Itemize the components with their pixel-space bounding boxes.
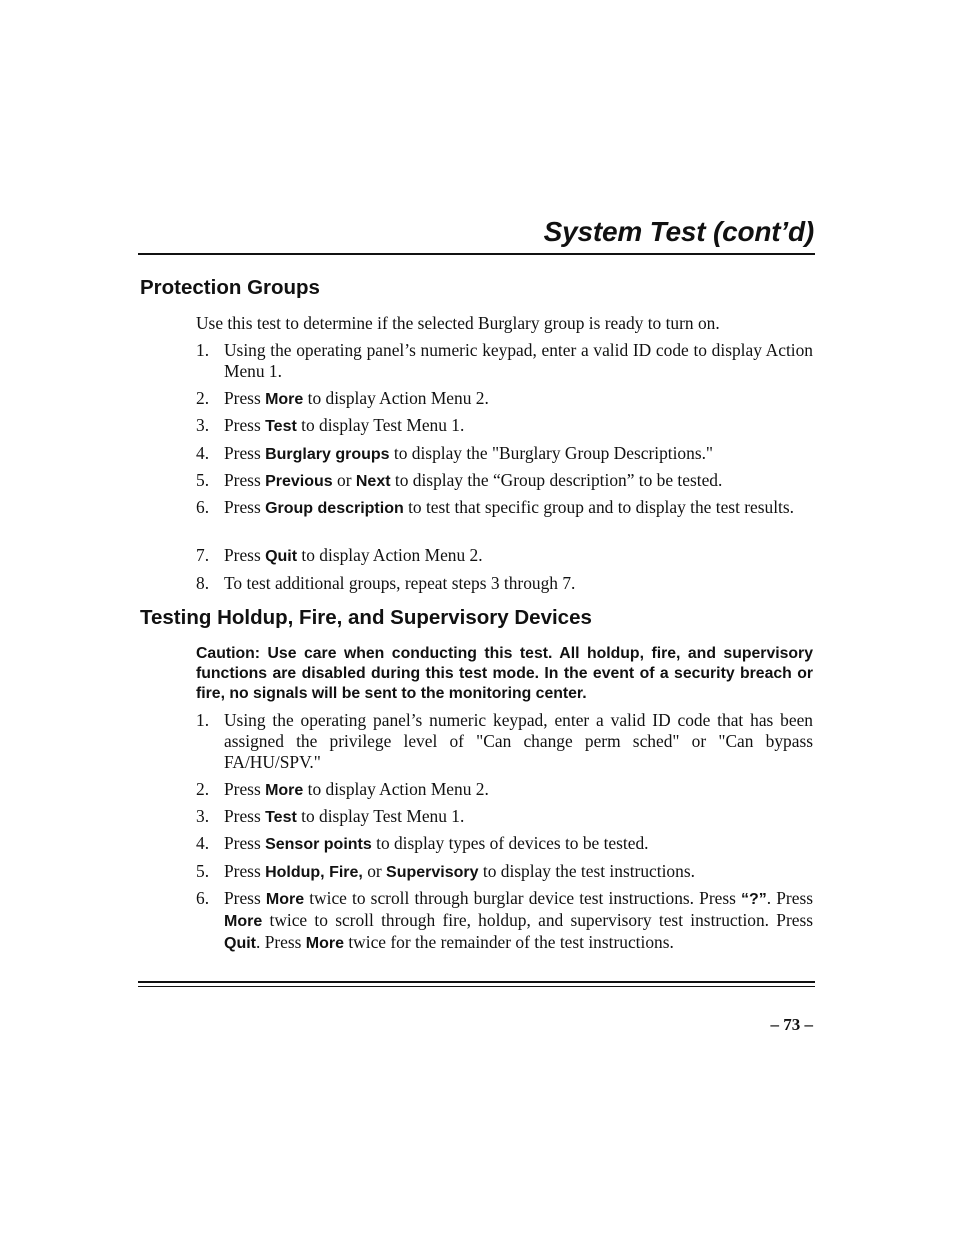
step-number: 6. bbox=[196, 888, 210, 908]
step-text-run: . Press bbox=[256, 932, 306, 952]
step-text-run: . Press bbox=[766, 888, 813, 908]
bottom-rule-thin bbox=[138, 986, 815, 987]
step-text bbox=[224, 340, 813, 382]
step-text-run: To test additional groups, repeat steps 3 through 7. bbox=[224, 573, 576, 593]
step-text-run: Press bbox=[224, 443, 266, 463]
key-label: Holdup, Fire, bbox=[265, 864, 363, 881]
key-label: More bbox=[265, 891, 305, 908]
step-text bbox=[224, 861, 813, 883]
step-text-run: to display the test instructions. bbox=[478, 861, 695, 881]
step-item bbox=[196, 833, 813, 855]
key-label: Quit bbox=[224, 935, 256, 952]
key-label: More bbox=[265, 782, 304, 799]
step-text-run: Press bbox=[224, 470, 266, 490]
step-number: 8. bbox=[196, 573, 210, 593]
key-label: Next bbox=[355, 473, 391, 490]
step-text-run: Press bbox=[224, 833, 266, 853]
step-item bbox=[196, 806, 813, 828]
step-item bbox=[196, 340, 813, 382]
bottom-rule bbox=[138, 981, 815, 983]
step-text-run: to display Test Menu 1. bbox=[296, 806, 465, 826]
step-number: 4. bbox=[196, 443, 210, 463]
step-item bbox=[196, 861, 813, 883]
step-text-run: Press bbox=[224, 806, 266, 826]
step-text-run: to display types of devices to be tested. bbox=[371, 833, 649, 853]
step-text bbox=[224, 888, 813, 954]
step-text-run: Press bbox=[224, 779, 266, 799]
step-text bbox=[224, 497, 813, 519]
step-text bbox=[224, 415, 813, 437]
step-item bbox=[196, 573, 813, 594]
step-number: 3. bbox=[196, 806, 210, 826]
key-label: Test bbox=[265, 809, 297, 826]
step-number: 3. bbox=[196, 415, 210, 435]
protection-groups-intro: Use this test to determine if the selected Burglary group is ready to turn on. bbox=[196, 313, 720, 333]
key-label: Burglary groups bbox=[265, 446, 390, 463]
step-item bbox=[196, 710, 813, 773]
step-text-run: or bbox=[362, 861, 387, 881]
key-label: Group description bbox=[265, 500, 404, 517]
step-text-run: Press bbox=[224, 861, 266, 881]
step-text bbox=[224, 806, 813, 828]
step-number: 2. bbox=[196, 388, 210, 408]
section-heading-protection-groups: Protection Groups bbox=[140, 276, 320, 299]
step-item bbox=[196, 497, 813, 519]
step-number: 4. bbox=[196, 833, 210, 853]
step-text bbox=[224, 388, 813, 410]
step-text-run: to display the “Group description” to be tested. bbox=[390, 470, 723, 490]
step-item bbox=[196, 888, 813, 954]
caution-note: Caution: Use care when conducting this test. All holdup, fire, and supervisory functions are disabled during this test mode. In the event of a security breach or fire, no signals will be sent to the monitoring center. bbox=[196, 645, 813, 702]
step-text-run: or bbox=[332, 470, 356, 490]
step-number: 2. bbox=[196, 779, 210, 799]
step-text-run: to display Test Menu 1. bbox=[296, 415, 465, 435]
key-label: More bbox=[265, 391, 304, 408]
key-label: Supervisory bbox=[386, 864, 479, 881]
step-text-run: to display Action Menu 2. bbox=[303, 779, 489, 799]
page-title: System Test (cont’d) bbox=[543, 216, 814, 247]
step-text-run: Press bbox=[224, 888, 266, 908]
step-text-run: twice to scroll through burglar device test instructions. Press bbox=[304, 888, 741, 908]
step-item bbox=[196, 545, 813, 567]
step-text-run: Press bbox=[224, 415, 266, 435]
title-rule bbox=[138, 253, 815, 255]
step-text-run: Using the operating panel’s numeric keypad, enter a valid ID code to display Action Menu 1. bbox=[224, 340, 813, 381]
key-label: “?” bbox=[741, 891, 767, 908]
step-text bbox=[224, 710, 813, 773]
step-text-run: twice for the remainder of the test instructions. bbox=[344, 932, 674, 952]
key-label: More bbox=[305, 935, 344, 952]
step-item bbox=[196, 779, 813, 801]
step-number: 7. bbox=[196, 545, 210, 565]
step-number: 5. bbox=[196, 470, 210, 490]
step-text-run: to display the "Burglary Group Descriptions." bbox=[389, 443, 714, 463]
key-label: Previous bbox=[265, 473, 333, 490]
step-number: 5. bbox=[196, 861, 210, 881]
step-number: 1. bbox=[196, 340, 210, 360]
page-number: – 73 – bbox=[770, 1015, 813, 1034]
key-label: Test bbox=[265, 418, 297, 435]
step-text-run: Press bbox=[224, 545, 266, 565]
step-text-run: Press bbox=[224, 388, 266, 408]
step-text-run: to test that specific group and to display the test results. bbox=[403, 497, 794, 517]
step-text-run: Press bbox=[224, 497, 266, 517]
step-item bbox=[196, 388, 813, 410]
step-item bbox=[196, 415, 813, 437]
step-number: 1. bbox=[196, 710, 210, 730]
step-number: 6. bbox=[196, 497, 210, 517]
step-text bbox=[224, 573, 813, 594]
step-item bbox=[196, 470, 813, 492]
key-label: Quit bbox=[265, 548, 298, 565]
key-label: Sensor points bbox=[265, 836, 372, 853]
step-text-run: to display Action Menu 2. bbox=[297, 545, 483, 565]
key-label: More bbox=[224, 913, 263, 930]
step-text bbox=[224, 470, 813, 492]
section-heading-testing-devices: Testing Holdup, Fire, and Supervisory Devices bbox=[140, 606, 592, 629]
step-text bbox=[224, 443, 813, 465]
step-text-run: Using the operating panel’s numeric keypad, enter a valid ID code that has been assigned the privilege level of "Can change perm sched" or "Can bypass FA/HU/SPV." bbox=[224, 710, 813, 772]
step-text bbox=[224, 779, 813, 801]
step-text-run: twice to scroll through fire, holdup, and supervisory test instruction. Press bbox=[262, 910, 813, 930]
step-item bbox=[196, 443, 813, 465]
step-text bbox=[224, 833, 813, 855]
step-text bbox=[224, 545, 813, 567]
step-text-run: to display Action Menu 2. bbox=[303, 388, 489, 408]
